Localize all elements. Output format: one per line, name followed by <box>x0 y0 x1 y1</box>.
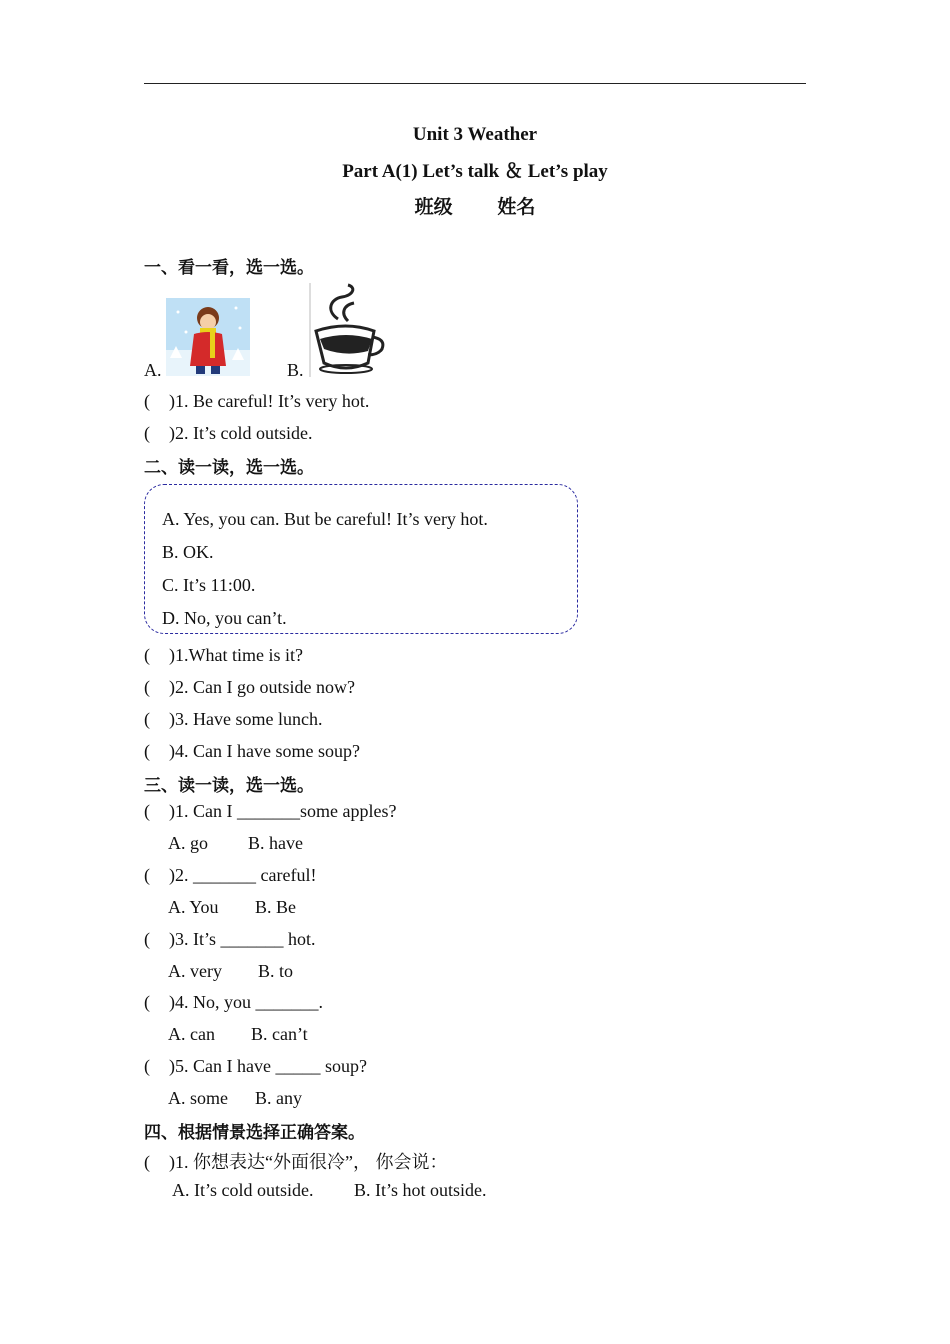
s3-question-5: ( )5. Can I have _____ soup? <box>144 1056 367 1076</box>
answer-paren[interactable]: ( <box>144 741 150 761</box>
s3-q2-option-b: B. Be <box>255 897 297 917</box>
s3-question-3: ( )3. It’s _______ hot. <box>144 929 316 949</box>
section4-heading: 四、根据情景选择正确答案。 <box>144 1123 365 1143</box>
s3-q3-option-b: B. to <box>258 961 294 981</box>
answer-paren[interactable]: ( <box>144 391 150 411</box>
answer-paren[interactable]: ( <box>144 709 150 729</box>
s3-question-2: ( )2. _______ careful! <box>144 865 317 885</box>
s1-question-2: ( )2. It’s cold outside. <box>144 423 313 443</box>
box-option-c: C. It’s 11:00. <box>162 575 256 595</box>
hot-soup-cup-icon <box>308 283 388 377</box>
box-option-a: A. Yes, you can. But be careful! It’s very hot. <box>162 509 488 529</box>
answer-paren[interactable]: ( <box>144 423 150 443</box>
answer-paren[interactable]: ( <box>144 1056 150 1076</box>
s2-question-3: ( )3. Have some lunch. <box>144 709 323 729</box>
s3-q4-option-a: A. can <box>168 1024 215 1044</box>
s3-q3-option-a: A. very <box>168 961 222 981</box>
name-label: 姓名 <box>497 197 536 218</box>
page-subtitle: Part A(1) Let’s talk ＆ Let’s play <box>342 161 608 182</box>
s2-question-2: ( )2. Can I go outside now? <box>144 677 355 697</box>
page-title: Unit 3 Weather <box>412 124 538 145</box>
section1-heading: 一、看一看，选一选。 <box>144 258 314 278</box>
s3-question-4: ( )4. No, you _______. <box>144 992 323 1012</box>
s4-q1-option-b: B. It’s hot outside. <box>354 1180 487 1200</box>
answer-paren[interactable]: ( <box>144 1152 150 1172</box>
answer-paren[interactable]: ( <box>144 992 150 1012</box>
picture-b-label: B. <box>287 360 304 380</box>
box-option-d: D. No, you can’t. <box>162 608 287 628</box>
s3-q1-option-b: B. have <box>248 833 303 853</box>
answer-paren[interactable]: ( <box>144 929 150 949</box>
answer-paren[interactable]: ( <box>144 677 150 697</box>
s3-q1-option-a: A. go <box>168 833 208 853</box>
s3-q4-option-b: B. can’t <box>251 1024 308 1044</box>
s3-q2-option-a: A. You <box>168 897 219 917</box>
s2-question-4: ( )4. Can I have some soup? <box>144 741 360 761</box>
picture-a-label: A. <box>144 360 162 380</box>
section3-heading: 三、读一读，选一选。 <box>144 776 314 796</box>
class-name-row <box>0 192 950 219</box>
class-label: 班级 <box>414 197 453 218</box>
s1-question-1: ( )1. Be careful! It’s very hot. <box>144 391 370 411</box>
header-rule <box>144 83 806 84</box>
s3-q5-option-a: A. some <box>168 1088 228 1108</box>
answer-paren[interactable]: ( <box>144 865 150 885</box>
box-option-b: B. OK. <box>162 542 214 562</box>
s3-q5-option-b: B. any <box>255 1088 302 1108</box>
s4-q1-option-a: A. It’s cold outside. <box>172 1180 314 1200</box>
s4-question-1: ( )1. 你想表达“外面很冷”， 你会说： <box>144 1152 448 1172</box>
s3-question-1: ( )1. Can I _______some apples? <box>144 801 397 821</box>
s2-question-1: ( )1.What time is it? <box>144 645 303 665</box>
section2-heading: 二、读一读，选一选。 <box>144 458 314 478</box>
answer-paren[interactable]: ( <box>144 801 150 821</box>
answer-paren[interactable]: ( <box>144 645 150 665</box>
girl-in-cold-icon <box>166 298 250 376</box>
